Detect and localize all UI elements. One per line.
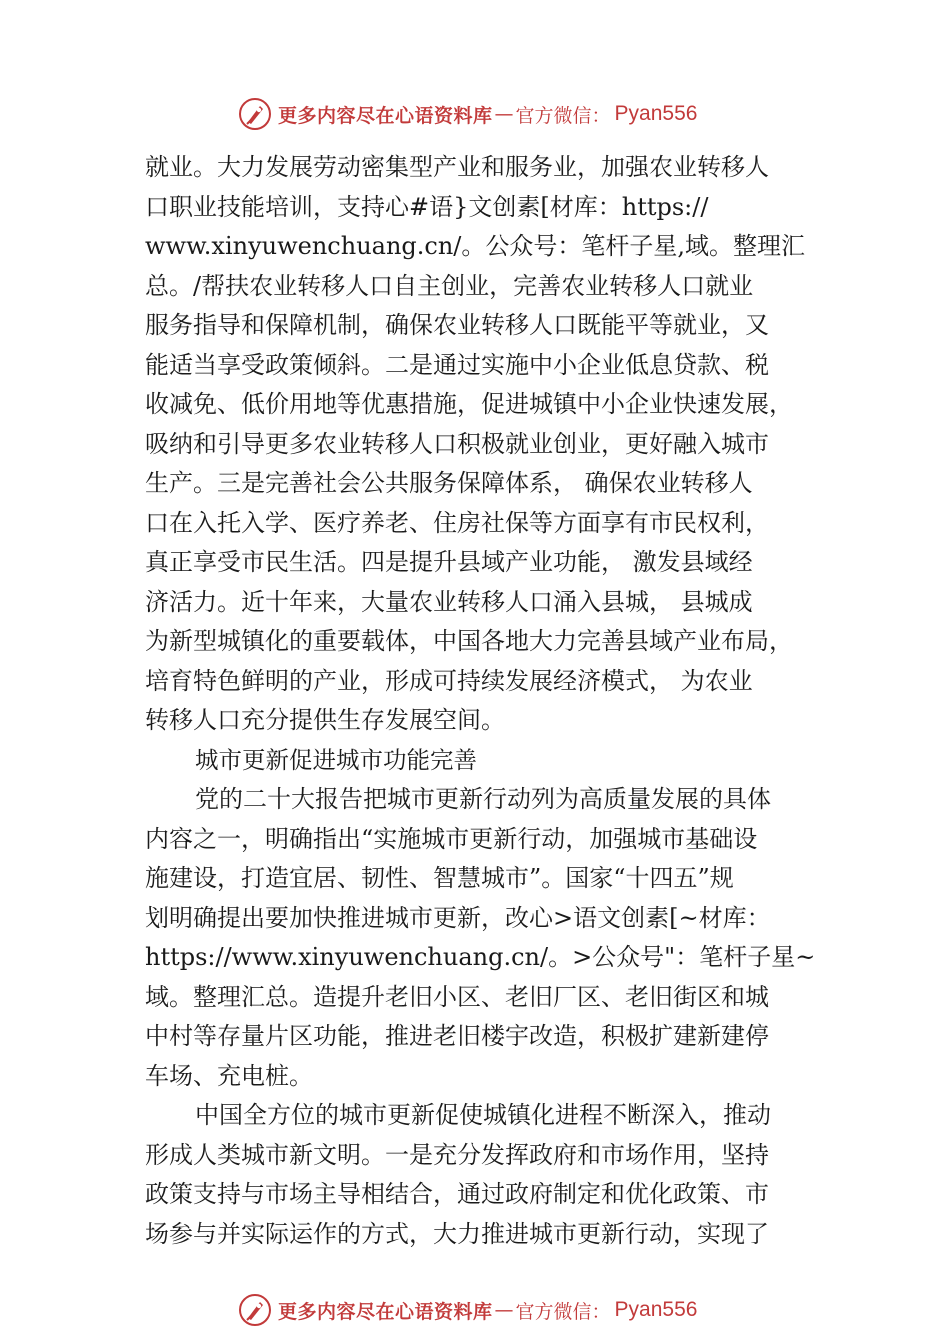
text-line: 真正享受市民生活。四是提升县域产业功能， 激发县域经	[145, 548, 753, 576]
text-line: 党的二十大报告把城市更新行动列为高质量发展的具体	[195, 785, 771, 813]
text-line: 场参与并实际运作的方式，大力推进城市更新行动，实现了	[145, 1219, 769, 1248]
text-line: 域。整理汇总。造提升老旧小区、老旧厂区、老旧街区和城	[145, 982, 769, 1011]
text-line: 车场、充电桩。	[145, 1061, 313, 1090]
text-line: 总。/帮扶农业转移人口自主创业，完善农业转移人口就业	[145, 271, 754, 300]
watermark-wechat-label: 官方微信：	[515, 104, 611, 127]
text-line: 生产。三是完善社会公共服务保障体系， 确保农业转移人	[145, 469, 753, 497]
watermark-text: 更多内容尽在心语资料库	[278, 104, 493, 127]
text-line: 吸纳和引导更多农业转移人口积极就业创业，更好融入城市	[145, 429, 769, 458]
section-heading: 城市更新促进城市功能完善	[195, 745, 477, 774]
watermark-text: 更多内容尽在心语资料库	[278, 1300, 493, 1323]
text-line: 济活力。近十年来，大量农业转移人口涌入县城， 县城成	[145, 587, 753, 616]
text-line: https://www.xinyuwenchuang.cn/。>公众号"：笔杆子星~	[145, 943, 816, 971]
text-line: 就业。大力发展劳动密集型产业和服务业，加强农业转移人	[145, 153, 769, 181]
watermark-footer	[238, 1292, 697, 1328]
text-line: 服务指导和保障机制，确保农业转移人口既能平等就业，又	[145, 311, 769, 339]
text-line: 培育特色鲜明的产业，形成可持续发展经济模式， 为农业	[145, 666, 753, 695]
quill-logo-icon	[238, 97, 272, 131]
text-line: 口职业技能培训，支持心#语}文创素[材库：https://	[145, 192, 709, 221]
text-line: 口在入托入学、医疗养老、住房社保等方面享有市民权利，	[145, 508, 769, 537]
text-line: 内容之一，明确指出“实施城市更新行动，加强城市基础设	[145, 824, 758, 853]
document-body	[145, 148, 835, 1254]
watermark-dash: —	[494, 103, 514, 125]
quill-logo-icon	[238, 1293, 272, 1327]
watermark-handle: Pyan556	[614, 102, 698, 125]
watermark-handle: Pyan556	[614, 1298, 698, 1321]
watermark-dash: —	[494, 1299, 514, 1321]
text-line: 能适当享受政策倾斜。二是通过实施中小企业低息贷款、税	[145, 350, 769, 379]
text-line: 划明确提出要加快推进城市更新，改心>语文创素[~材库：	[145, 903, 771, 932]
watermark-wechat-label: 官方微信：	[515, 1300, 611, 1323]
text-line: www.xinyuwenchuang.cn/。公众号：笔杆子星,域。整理汇	[145, 232, 806, 260]
text-line: 为新型城镇化的重要载体，中国各地大力完善县域产业布局，	[145, 627, 793, 655]
text-line: 收减免、低价用地等优惠措施，促进城镇中小企业快速发展，	[145, 390, 793, 418]
text-line: 中国全方位的城市更新促使城镇化进程不断深入，推动	[195, 1101, 771, 1129]
text-line: 中村等存量片区功能，推进老旧楼宇改造，积极扩建新建停	[145, 1022, 769, 1050]
text-line: 施建设，打造宜居、韧性、智慧城市”。国家“十四五”规	[145, 864, 734, 892]
text-line: 形成人类城市新文明。一是充分发挥政府和市场作用，坚持	[145, 1140, 769, 1169]
text-line: 转移人口充分提供生存发展空间。	[145, 706, 505, 734]
watermark-header	[238, 96, 697, 132]
text-line: 政策支持与市场主导相结合，通过政府制定和优化政策、市	[145, 1180, 769, 1208]
